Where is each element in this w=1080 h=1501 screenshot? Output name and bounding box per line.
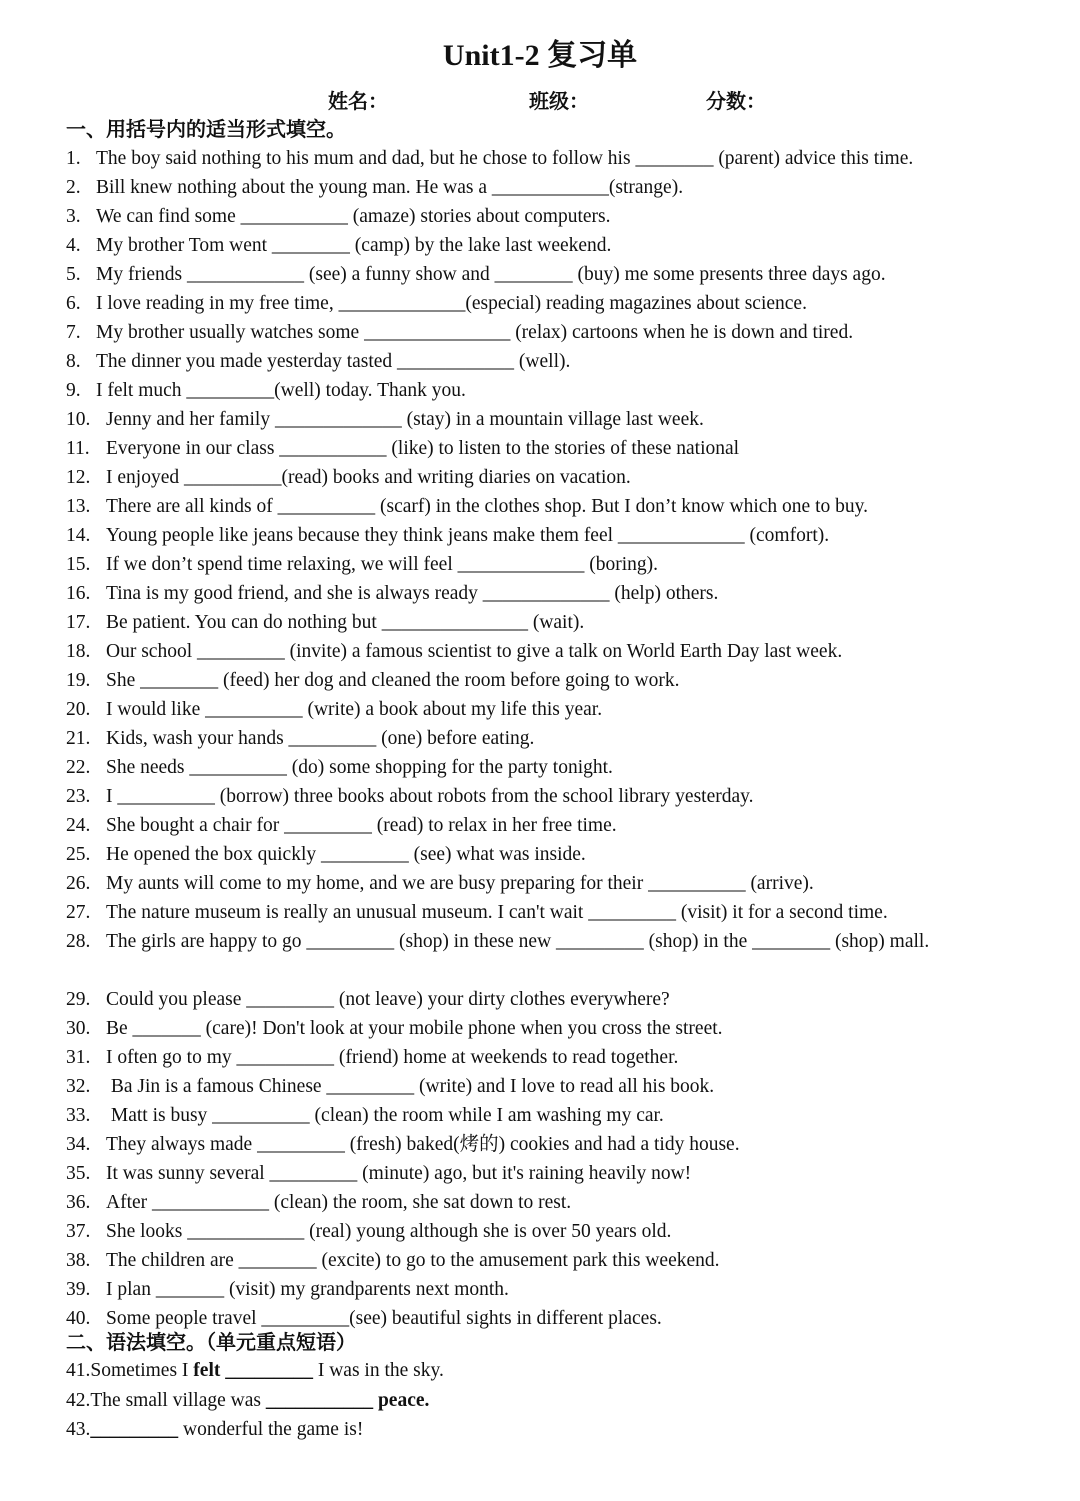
question-item	[66, 666, 1056, 695]
key-phrase-tail: I was in the sky.	[317, 1360, 444, 1381]
grammar-question-item	[66, 1386, 444, 1416]
question-number: 5.	[66, 264, 81, 285]
question-number: 36.	[66, 1192, 91, 1213]
question-number: 6.	[66, 293, 81, 314]
question-item	[66, 869, 1056, 898]
question-number: 2.	[66, 177, 81, 198]
question-item	[66, 231, 1056, 260]
question-item	[66, 927, 1056, 985]
question-item	[66, 1159, 1056, 1188]
question-text: My friends ____________ (see) a funny show and ________ (buy) me some presents three days ago.	[96, 264, 886, 285]
question-item	[66, 434, 1056, 463]
question-text: Everyone in our class ___________ (like) to listen to the stories of these national	[106, 438, 740, 459]
question-item	[66, 550, 1056, 579]
question-item	[66, 1217, 1056, 1246]
question-text: Matt is busy __________ (clean) the room while I am washing my car.	[106, 1105, 664, 1126]
question-number: 7.	[66, 322, 81, 343]
question-number: 29.	[66, 989, 91, 1010]
question-number: 19.	[66, 670, 91, 691]
question-number: 13.	[66, 496, 91, 517]
question-text: She looks ____________ (real) young although she is over 50 years old.	[106, 1221, 672, 1242]
class-label: 班级：	[529, 89, 589, 113]
key-phrase-tail: peace.	[377, 1389, 430, 1411]
question-number: 8.	[66, 351, 81, 372]
question-text: I would like __________ (write) a book about my life this year.	[106, 699, 603, 720]
question-number: 34.	[66, 1134, 91, 1155]
question-item	[66, 1246, 1056, 1275]
question-text: She needs __________ (do) some shopping for the party tonight.	[106, 757, 613, 778]
question-text: She bought a chair for _________ (read) to relax in her free time.	[106, 815, 617, 836]
question-number: 23.	[66, 786, 91, 807]
question-number: 9.	[66, 380, 81, 401]
grammar-question-item	[66, 1356, 444, 1386]
question-text: I love reading in my free time, _____________(especial) reading magazines about science.	[96, 293, 807, 314]
question-item	[66, 376, 1056, 405]
question-number: 39.	[66, 1279, 91, 1300]
question-item	[66, 347, 1056, 376]
answer-blank: _________	[220, 1360, 318, 1381]
question-number: 30.	[66, 1018, 91, 1039]
question-number: 4.	[66, 235, 81, 256]
question-text: It was sunny several _________ (minute) ago, but it's raining heavily now!	[106, 1163, 692, 1184]
question-text: I __________ (borrow) three books about robots from the school library yesterday.	[106, 786, 754, 807]
question-number: 12.	[66, 467, 91, 488]
answer-blank: ___________	[265, 1389, 378, 1411]
question-item	[66, 1188, 1056, 1217]
question-number: 40.	[66, 1308, 91, 1329]
question-item	[66, 202, 1056, 231]
question-text: The dinner you made yesterday tasted ____________ (well).	[96, 351, 571, 372]
question-number: 20.	[66, 699, 91, 720]
question-item	[66, 898, 1056, 927]
question-number: 26.	[66, 873, 91, 894]
question-text: The boy said nothing to his mum and dad, but he chose to follow his ________ (parent) advice this time.	[96, 148, 914, 169]
question-item	[66, 985, 1056, 1014]
question-number: 35.	[66, 1163, 91, 1184]
answer-blank: _________	[90, 1419, 183, 1440]
question-text: Tina is my good friend, and she is always ready _____________ (help) others.	[106, 583, 719, 604]
question-item	[66, 811, 1056, 840]
question-text: The children are ________ (excite) to go to the amusement park this weekend.	[106, 1250, 720, 1271]
question-text: My aunts will come to my home, and we are busy preparing for their __________ (arrive).	[106, 873, 814, 894]
question-number: 33.	[66, 1105, 91, 1126]
question-item	[66, 724, 1056, 753]
question-item	[66, 1130, 1056, 1159]
question-number: 31.	[66, 1047, 91, 1068]
question-number: 21.	[66, 728, 91, 749]
question-number: 3.	[66, 206, 81, 227]
section-1-heading: 一、用括号内的适当形式填空。	[66, 117, 346, 141]
question-item	[66, 1101, 1056, 1130]
grammar-question-item	[66, 1415, 444, 1445]
question-number: 14.	[66, 525, 91, 546]
question-text: Jenny and her family _____________ (stay) in a mountain village last week.	[106, 409, 704, 430]
question-number: 11.	[66, 438, 90, 459]
question-text: If we don’t spend time relaxing, we will feel _____________ (boring).	[106, 554, 659, 575]
question-number: 32.	[66, 1076, 91, 1097]
question-item	[66, 463, 1056, 492]
question-item	[66, 840, 1056, 869]
question-item	[66, 579, 1056, 608]
question-text: Our school _________ (invite) a famous scientist to give a talk on World Earth Day last week.	[106, 641, 843, 662]
question-number: 43.	[66, 1419, 91, 1440]
question-text: My brother usually watches some _______________ (relax) cartoons when he is down and tired.	[96, 322, 854, 343]
question-text: Ba Jin is a famous Chinese _________ (write) and I love to read all his book.	[106, 1076, 715, 1097]
question-number: 41.	[66, 1360, 91, 1381]
question-text: He opened the box quickly _________ (see) what was inside.	[106, 844, 586, 865]
question-item	[66, 608, 1056, 637]
question-text: Sometimes I	[90, 1360, 194, 1381]
question-number: 15.	[66, 554, 91, 575]
question-number: 37.	[66, 1221, 91, 1242]
question-item	[66, 260, 1056, 289]
question-item	[66, 1072, 1056, 1101]
question-item	[66, 1014, 1056, 1043]
question-text: Bill knew nothing about the young man. He was a ____________(strange).	[96, 177, 684, 198]
question-text: The girls are happy to go _________ (shop) in these new _________ (shop) in the ________ (shop) mall.	[106, 931, 930, 952]
question-number: 28.	[66, 931, 91, 952]
question-number: 38.	[66, 1250, 91, 1271]
key-phrase-tail: wonderful the game is!	[183, 1419, 364, 1440]
question-number: 24.	[66, 815, 91, 836]
question-text: The nature museum is really an unusual museum. I can't wait _________ (visit) it for a second time.	[106, 902, 888, 923]
question-text: I enjoyed __________(read) books and writing diaries on vacation.	[106, 467, 631, 488]
section-2-heading: 二、语法填空。（单元重点短语）	[66, 1330, 356, 1354]
question-text: We can find some ___________ (amaze) stories about computers.	[96, 206, 611, 227]
question-item	[66, 695, 1056, 724]
question-text: There are all kinds of __________ (scarf) in the clothes shop. But I don’t know which one to buy.	[106, 496, 868, 517]
key-phrase: felt	[193, 1360, 221, 1381]
question-item	[66, 405, 1056, 434]
question-text: Some people travel _________(see) beautiful sights in different places.	[106, 1308, 662, 1329]
question-item	[66, 782, 1056, 811]
question-number: 1.	[66, 148, 81, 169]
score-label: 分数：	[706, 89, 766, 113]
question-item	[66, 753, 1056, 782]
question-number: 17.	[66, 612, 91, 633]
question-number: 25.	[66, 844, 91, 865]
question-number: 16.	[66, 583, 91, 604]
question-text: I felt much _________(well) today. Thank you.	[96, 380, 466, 401]
question-number: 22.	[66, 757, 91, 778]
question-text: Be _______ (care)! Don't look at your mobile phone when you cross the street.	[106, 1018, 723, 1039]
question-item	[66, 492, 1056, 521]
question-item	[66, 1275, 1056, 1304]
grammar-question-list	[66, 1356, 444, 1445]
question-text: I often go to my __________ (friend) home at weekends to read together.	[106, 1047, 679, 1068]
question-text: Be patient. You can do nothing but _______________ (wait).	[106, 612, 585, 633]
question-text: My brother Tom went ________ (camp) by the lake last weekend.	[96, 235, 612, 256]
question-item	[66, 289, 1056, 318]
name-label: 姓名：	[328, 89, 388, 113]
question-text: The small village was	[90, 1389, 266, 1411]
question-text: Could you please _________ (not leave) your dirty clothes everywhere?	[106, 989, 670, 1010]
question-text: Young people like jeans because they think jeans make them feel _____________ (comfort).	[106, 525, 830, 546]
question-number: 10.	[66, 409, 91, 430]
question-text: She ________ (feed) her dog and cleaned the room before going to work.	[106, 670, 680, 691]
question-number: 27.	[66, 902, 91, 923]
question-number: 42.	[66, 1389, 91, 1411]
question-number: 18.	[66, 641, 91, 662]
question-item	[66, 637, 1056, 666]
page-title: Unit1-2 复习单	[442, 39, 638, 72]
question-item	[66, 1043, 1056, 1072]
question-item	[66, 144, 1056, 173]
question-item	[66, 521, 1056, 550]
question-text: Kids, wash your hands _________ (one) before eating.	[106, 728, 535, 749]
question-list	[66, 144, 1056, 1333]
question-text: After ____________ (clean) the room, she sat down to rest.	[106, 1192, 572, 1213]
question-text: I plan _______ (visit) my grandparents next month.	[106, 1279, 509, 1300]
question-item	[66, 318, 1056, 347]
question-item	[66, 173, 1056, 202]
question-text: They always made _________ (fresh) baked(烤的) cookies and had a tidy house.	[106, 1134, 740, 1155]
